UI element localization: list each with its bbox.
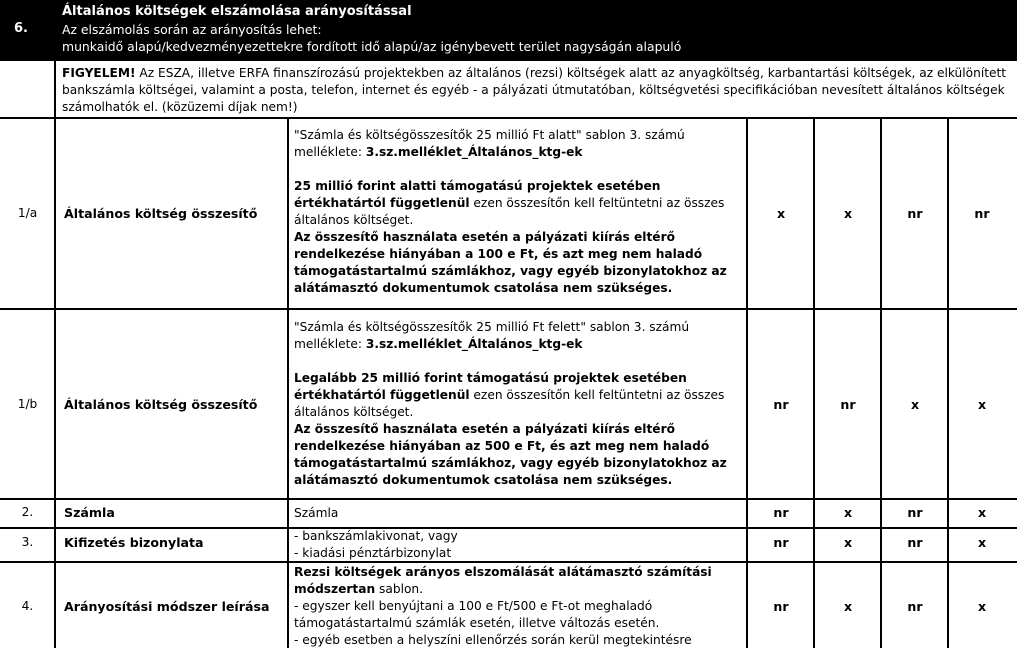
row-description (294, 127, 746, 297)
column-divider (813, 117, 815, 648)
row-number: 1/a (17, 206, 38, 220)
template-reference: "Számla és költségösszesítők 25 millió Ft alatt" sablon 3. számú melléklete: (294, 128, 685, 159)
warning-text: Az ESZA, illetve ERFA finanszírozású projektekben az általános (rezsi) költségek alatt az anyagköltség, karbantartási költségek, az elkülönített bankszámla költségei, valamint a posta, telefon, internet és egyéb - a pályázati útmutatóban, költségvetési specifikációban nevesített általános költségek számolhatók el. (közüzemi díjak nem!) (62, 66, 1007, 114)
column-divider (746, 117, 748, 648)
mark-cell: x (776, 206, 786, 221)
attachment-name: 3.sz.melléklet_Általános_ktg-ek (365, 337, 583, 351)
warning-prefix: FIGYELEM! (62, 66, 136, 80)
method-title: Rezsi költségek arányos elszomálását alátámasztó számítási módszertan (294, 565, 712, 596)
rule-bold: Legalább 25 millió forint támogatású projektek esetében értékhatártól függetlenül (294, 371, 687, 402)
row-description (294, 528, 746, 562)
mark-cell: nr (773, 535, 789, 550)
row-number: 3. (21, 535, 34, 549)
mark-cell: x (977, 599, 987, 614)
row-divider (0, 498, 1017, 500)
mark-cell: nr (907, 206, 923, 221)
mark-cell: x (843, 535, 853, 550)
template-reference: "Számla és költségösszesítők 25 millió Ft felett" sablon 3. számú melléklete: (294, 320, 690, 351)
mark-cell: x (843, 505, 853, 520)
mark-cell: x (977, 397, 987, 412)
mark-cell: nr (907, 535, 923, 550)
row-divider (0, 117, 1017, 119)
mark-cell: nr (907, 505, 923, 520)
mark-cell: nr (773, 505, 789, 520)
mark-cell: x (910, 397, 920, 412)
mark-cell: nr (773, 397, 789, 412)
row-description: Számla (294, 506, 339, 520)
method-suffix: sablon. (375, 582, 424, 596)
mark-cell: x (977, 535, 987, 550)
column-divider (880, 117, 882, 648)
rule-bold: 25 millió forint alatti támogatású projektek esetében értékhatártól függetlenül (294, 179, 661, 210)
row-label: Kifizetés bizonylata (64, 535, 204, 550)
warning-note (62, 65, 1012, 116)
row-label: Általános költség összesítő (64, 206, 258, 221)
section-subtitle: Az elszámolás során az arányosítás lehet: (62, 22, 322, 37)
mark-cell: x (843, 206, 853, 221)
section-title: Általános költségek elszámolása arányosítással (62, 4, 412, 19)
row-description (294, 564, 746, 649)
section-header (0, 0, 1017, 61)
exemption-note: Az összesítő használata esetén a pályázati kiírás eltérő rendelkezése hiányában az 500 e Ft, és azt meg nem haladó támogatástartalmú számlákhoz, vagy egyéb bizonylatokhoz az alátámasztó dokumentumok csatolása nem szükséges. (294, 422, 727, 487)
mark-cell: x (843, 599, 853, 614)
attachment-name: 3.sz.melléklet_Általános_ktg-ek (365, 145, 583, 159)
row-label: Számla (64, 505, 115, 520)
section-number: 6. (14, 21, 28, 36)
row-number: 4. (21, 599, 34, 613)
method-note: - egyéb esetben a helyszíni ellenőrzés során kerül megtekintésre (294, 633, 692, 647)
row-description (294, 319, 746, 489)
mark-cell: x (977, 505, 987, 520)
row-number: 1/b (17, 397, 38, 411)
rule-text: ezen összesítőn kell feltüntetni az összes általános költséget. (294, 196, 725, 227)
section-proportion-types: munkaidő alapú/kedvezményezettekre fordított idő alapú/az igénybevett terület nagyságán alapuló (62, 39, 682, 54)
row-divider (0, 308, 1017, 310)
exemption-note: Az összesítő használata esetén a pályázati kiírás eltérő rendelkezése hiányában a 100 e Ft, és azt meg nem haladó támogatástartalmú számlákhoz, vagy egyéb bizonylatokhoz az alátámasztó dokumentumok csatolása nem szükséges. (294, 230, 727, 295)
row-number: 2. (21, 505, 34, 519)
mark-cell: nr (974, 206, 990, 221)
column-divider (947, 117, 949, 648)
column-divider (54, 117, 56, 648)
mark-cell: nr (773, 599, 789, 614)
row-label: Általános költség összesítő (64, 397, 258, 412)
payment-proof-option: - kiadási pénztárbizonylat (294, 546, 452, 560)
payment-proof-option: - bankszámlakivonat, vagy (294, 529, 458, 543)
rule-text: ezen összesítőn kell feltüntetni az összes általános költséget. (294, 388, 725, 419)
column-divider (287, 117, 289, 648)
method-note: - egyszer kell benyújtani a 100 e Ft/500 e Ft-ot meghaladó támogatástartalmú számlák esetén, illetve változás esetén. (294, 599, 660, 630)
mark-cell: nr (840, 397, 856, 412)
column-divider (54, 61, 56, 117)
row-label: Arányosítási módszer leírása (64, 599, 270, 614)
mark-cell: nr (907, 599, 923, 614)
